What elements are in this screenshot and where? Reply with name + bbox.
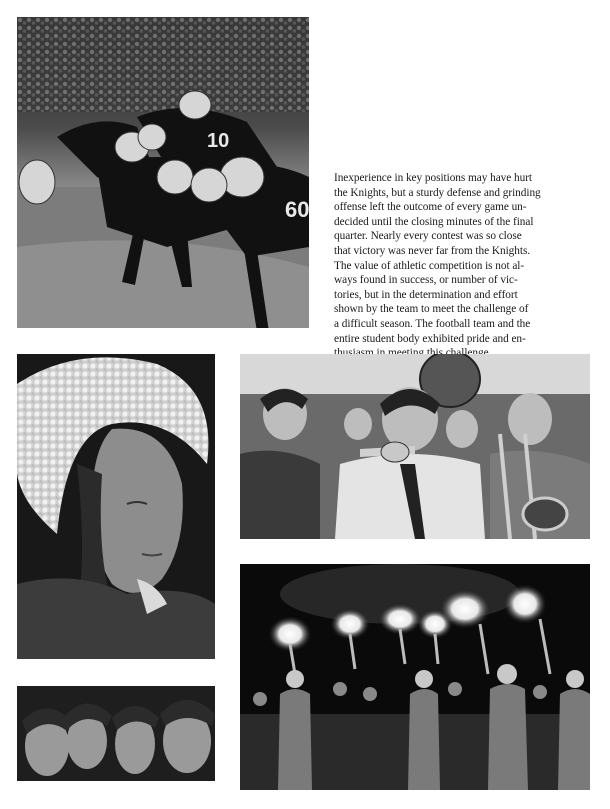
caption-line: the Knights, but a sturdy defense and grinding [334,186,541,199]
band-trumpet-photo [240,354,590,539]
caption-line: The value of athletic competition is not al- [334,259,525,272]
caption-line: shown by the team to meet the challenge of [334,303,529,316]
caption-text [334,171,596,361]
caption-line: quarter. Nearly every contest was so close [334,230,522,243]
caption-line: entire student body exhibited pride and en- [334,332,526,345]
caption-line: tories, but in the determination and effort [334,288,518,301]
caption-line: a difficult season. The football team and the [334,317,531,330]
girl-knit-hat-photo [17,354,215,659]
torch-rally-photo [240,564,590,790]
crowd-faces-photo [17,686,215,781]
caption-line: offense left the outcome of every game un- [334,201,527,214]
caption-line: Inexperience in key positions may have hurt [334,172,532,184]
caption-line: that victory was never far from the Knights. [334,244,531,257]
football-line-photo [17,17,309,328]
caption-line: ways found in success, or number of vic- [334,274,518,287]
caption-line: decided until the closing minutes of the final [334,215,534,228]
jersey-number-left: 10 [207,130,230,152]
jersey-number-right: 60 [285,197,309,222]
